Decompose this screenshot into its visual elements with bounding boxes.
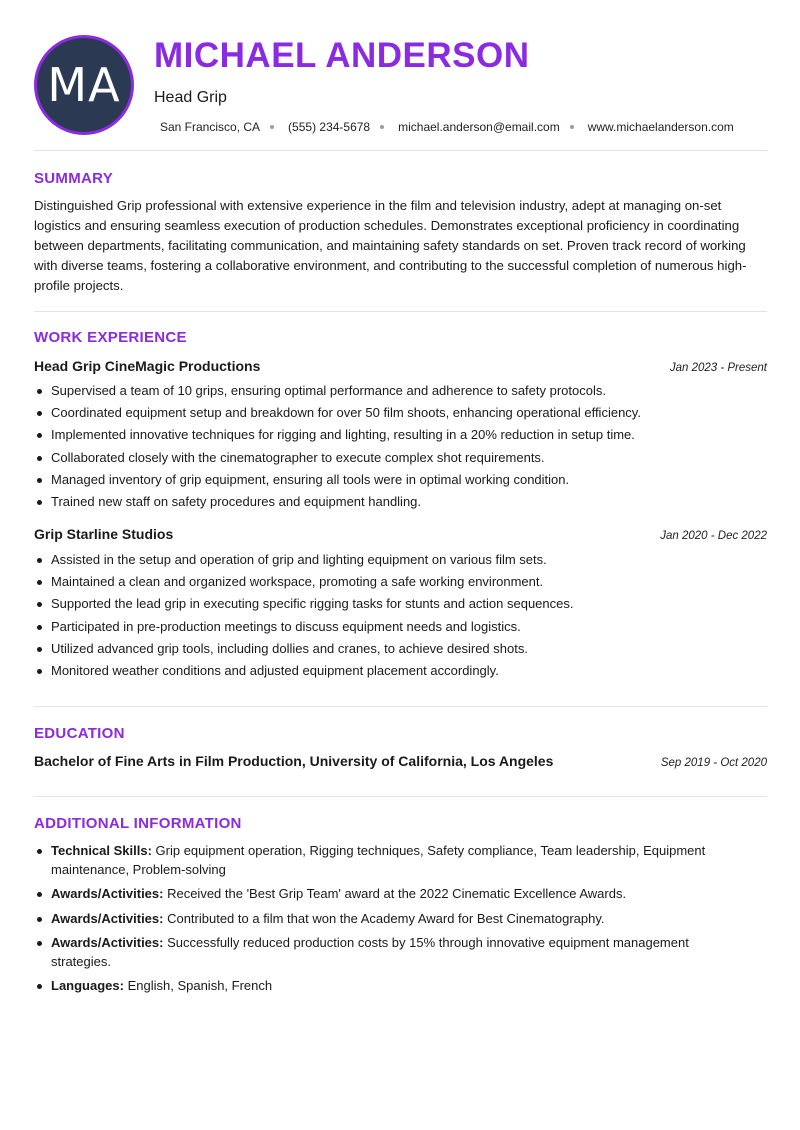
list-item: Participated in pre-production meetings to discuss equipment needs and logistics. (34, 618, 767, 636)
summary-heading: SUMMARY (34, 170, 114, 187)
list-item: Implemented innovative techniques for rigging and lighting, resulting in a 20% reduction in setup time. (34, 426, 767, 444)
bullet-icon (37, 892, 42, 897)
list-item: Monitored weather conditions and adjusted equipment placement accordingly. (34, 662, 767, 680)
list-item: Trained new staff on safety procedures and equipment handling. (34, 493, 767, 511)
candidate-name: MICHAEL ANDERSON (154, 36, 530, 75)
list-item: Supported the lead grip in executing specific rigging tasks for stunts and action sequences. (34, 595, 767, 613)
separator-dot-icon (570, 125, 574, 129)
avatar-initials: MA (47, 58, 121, 112)
list-item: Assisted in the setup and operation of grip and lighting equipment on various film sets. (34, 551, 767, 569)
education-entry (34, 753, 767, 769)
bullet-icon (37, 433, 42, 438)
contact-phone: (555) 234-5678 (288, 120, 398, 134)
section-divider (34, 311, 767, 312)
job-title-company: Grip Starline Studios (34, 526, 174, 542)
education-heading: EDUCATION (34, 725, 125, 742)
bullet-icon (37, 558, 42, 563)
bullet-icon (37, 849, 42, 854)
job-header (34, 358, 767, 374)
bullet-icon (37, 625, 42, 630)
list-item: Languages: English, Spanish, French (34, 977, 724, 996)
section-divider (34, 150, 767, 151)
bullet-icon (37, 478, 42, 483)
job-bullets (34, 551, 767, 684)
list-item: Awards/Activities: Received the 'Best Grip Team' award at the 2022 Cinematic Excellence Awards. (34, 885, 724, 904)
candidate-title: Head Grip (154, 89, 227, 106)
list-item: Technical Skills: Grip equipment operation, Rigging techniques, Safety compliance, Team leadership, Equipment maintenance, Problem-solving (34, 842, 724, 879)
list-item: Managed inventory of grip equipment, ensuring all tools were in optimal working condition. (34, 471, 767, 489)
bullet-icon (37, 984, 42, 989)
additional-heading: ADDITIONAL INFORMATION (34, 815, 242, 832)
separator-dot-icon (270, 125, 274, 129)
experience-heading: WORK EXPERIENCE (34, 329, 187, 346)
job-title-company: Head Grip CineMagic Productions (34, 358, 261, 374)
list-item: Utilized advanced grip tools, including dollies and cranes, to achieve desired shots. (34, 640, 767, 658)
section-divider (34, 706, 767, 707)
bullet-icon (37, 411, 42, 416)
separator-dot-icon (380, 125, 384, 129)
list-item: Coordinated equipment setup and breakdown for over 50 film shoots, enhancing operational efficiency. (34, 404, 767, 422)
job-header (34, 526, 767, 542)
list-item: Supervised a team of 10 grips, ensuring optimal performance and adherence to safety protocols. (34, 382, 767, 400)
summary-text: Distinguished Grip professional with extensive experience in the film and television industry, adept at managing on-set logistics and ensuring seamless execution of production schedules. Demonstrates exceptional proficiency in coordinating between departments, facilitating communication, and maintaining safety standards on set. Proven track record of working with diverse teams, fostering a collaborative environment, and contributing to the successful completion of numerous high-profile projects. (34, 198, 747, 293)
contact-email[interactable]: michael.anderson@email.com (398, 120, 588, 134)
avatar (34, 35, 134, 135)
additional-list (34, 842, 724, 1002)
resume-header (34, 0, 767, 150)
list-item: Awards/Activities: Contributed to a film that won the Academy Award for Best Cinematography. (34, 910, 724, 929)
section-divider (34, 796, 767, 797)
education-dates: Sep 2019 - Oct 2020 (660, 757, 767, 769)
degree: Bachelor of Fine Arts in Film Production, University of California, Los Angeles (34, 753, 554, 769)
bullet-icon (37, 602, 42, 607)
job-bullets (34, 382, 767, 515)
contact-bar (160, 120, 734, 134)
contact-website[interactable]: www.michaelanderson.com (587, 120, 734, 134)
job-dates: Jan 2020 - Dec 2022 (660, 530, 767, 542)
bullet-icon (37, 500, 42, 505)
bullet-icon (37, 941, 42, 946)
list-item: Collaborated closely with the cinematographer to execute complex shot requirements. (34, 449, 767, 467)
bullet-icon (37, 580, 42, 585)
bullet-icon (37, 669, 42, 674)
list-item: Awards/Activities: Successfully reduced production costs by 15% through innovative equipment management strategies. (34, 934, 724, 971)
bullet-icon (37, 917, 42, 922)
list-item: Maintained a clean and organized workspace, promoting a safe working environment. (34, 573, 767, 591)
bullet-icon (37, 456, 42, 461)
bullet-icon (37, 647, 42, 652)
bullet-icon (37, 389, 42, 394)
resume-page (34, 0, 767, 1130)
contact-location: San Francisco, CA (160, 120, 288, 134)
job-dates: Jan 2023 - Present (669, 362, 767, 374)
